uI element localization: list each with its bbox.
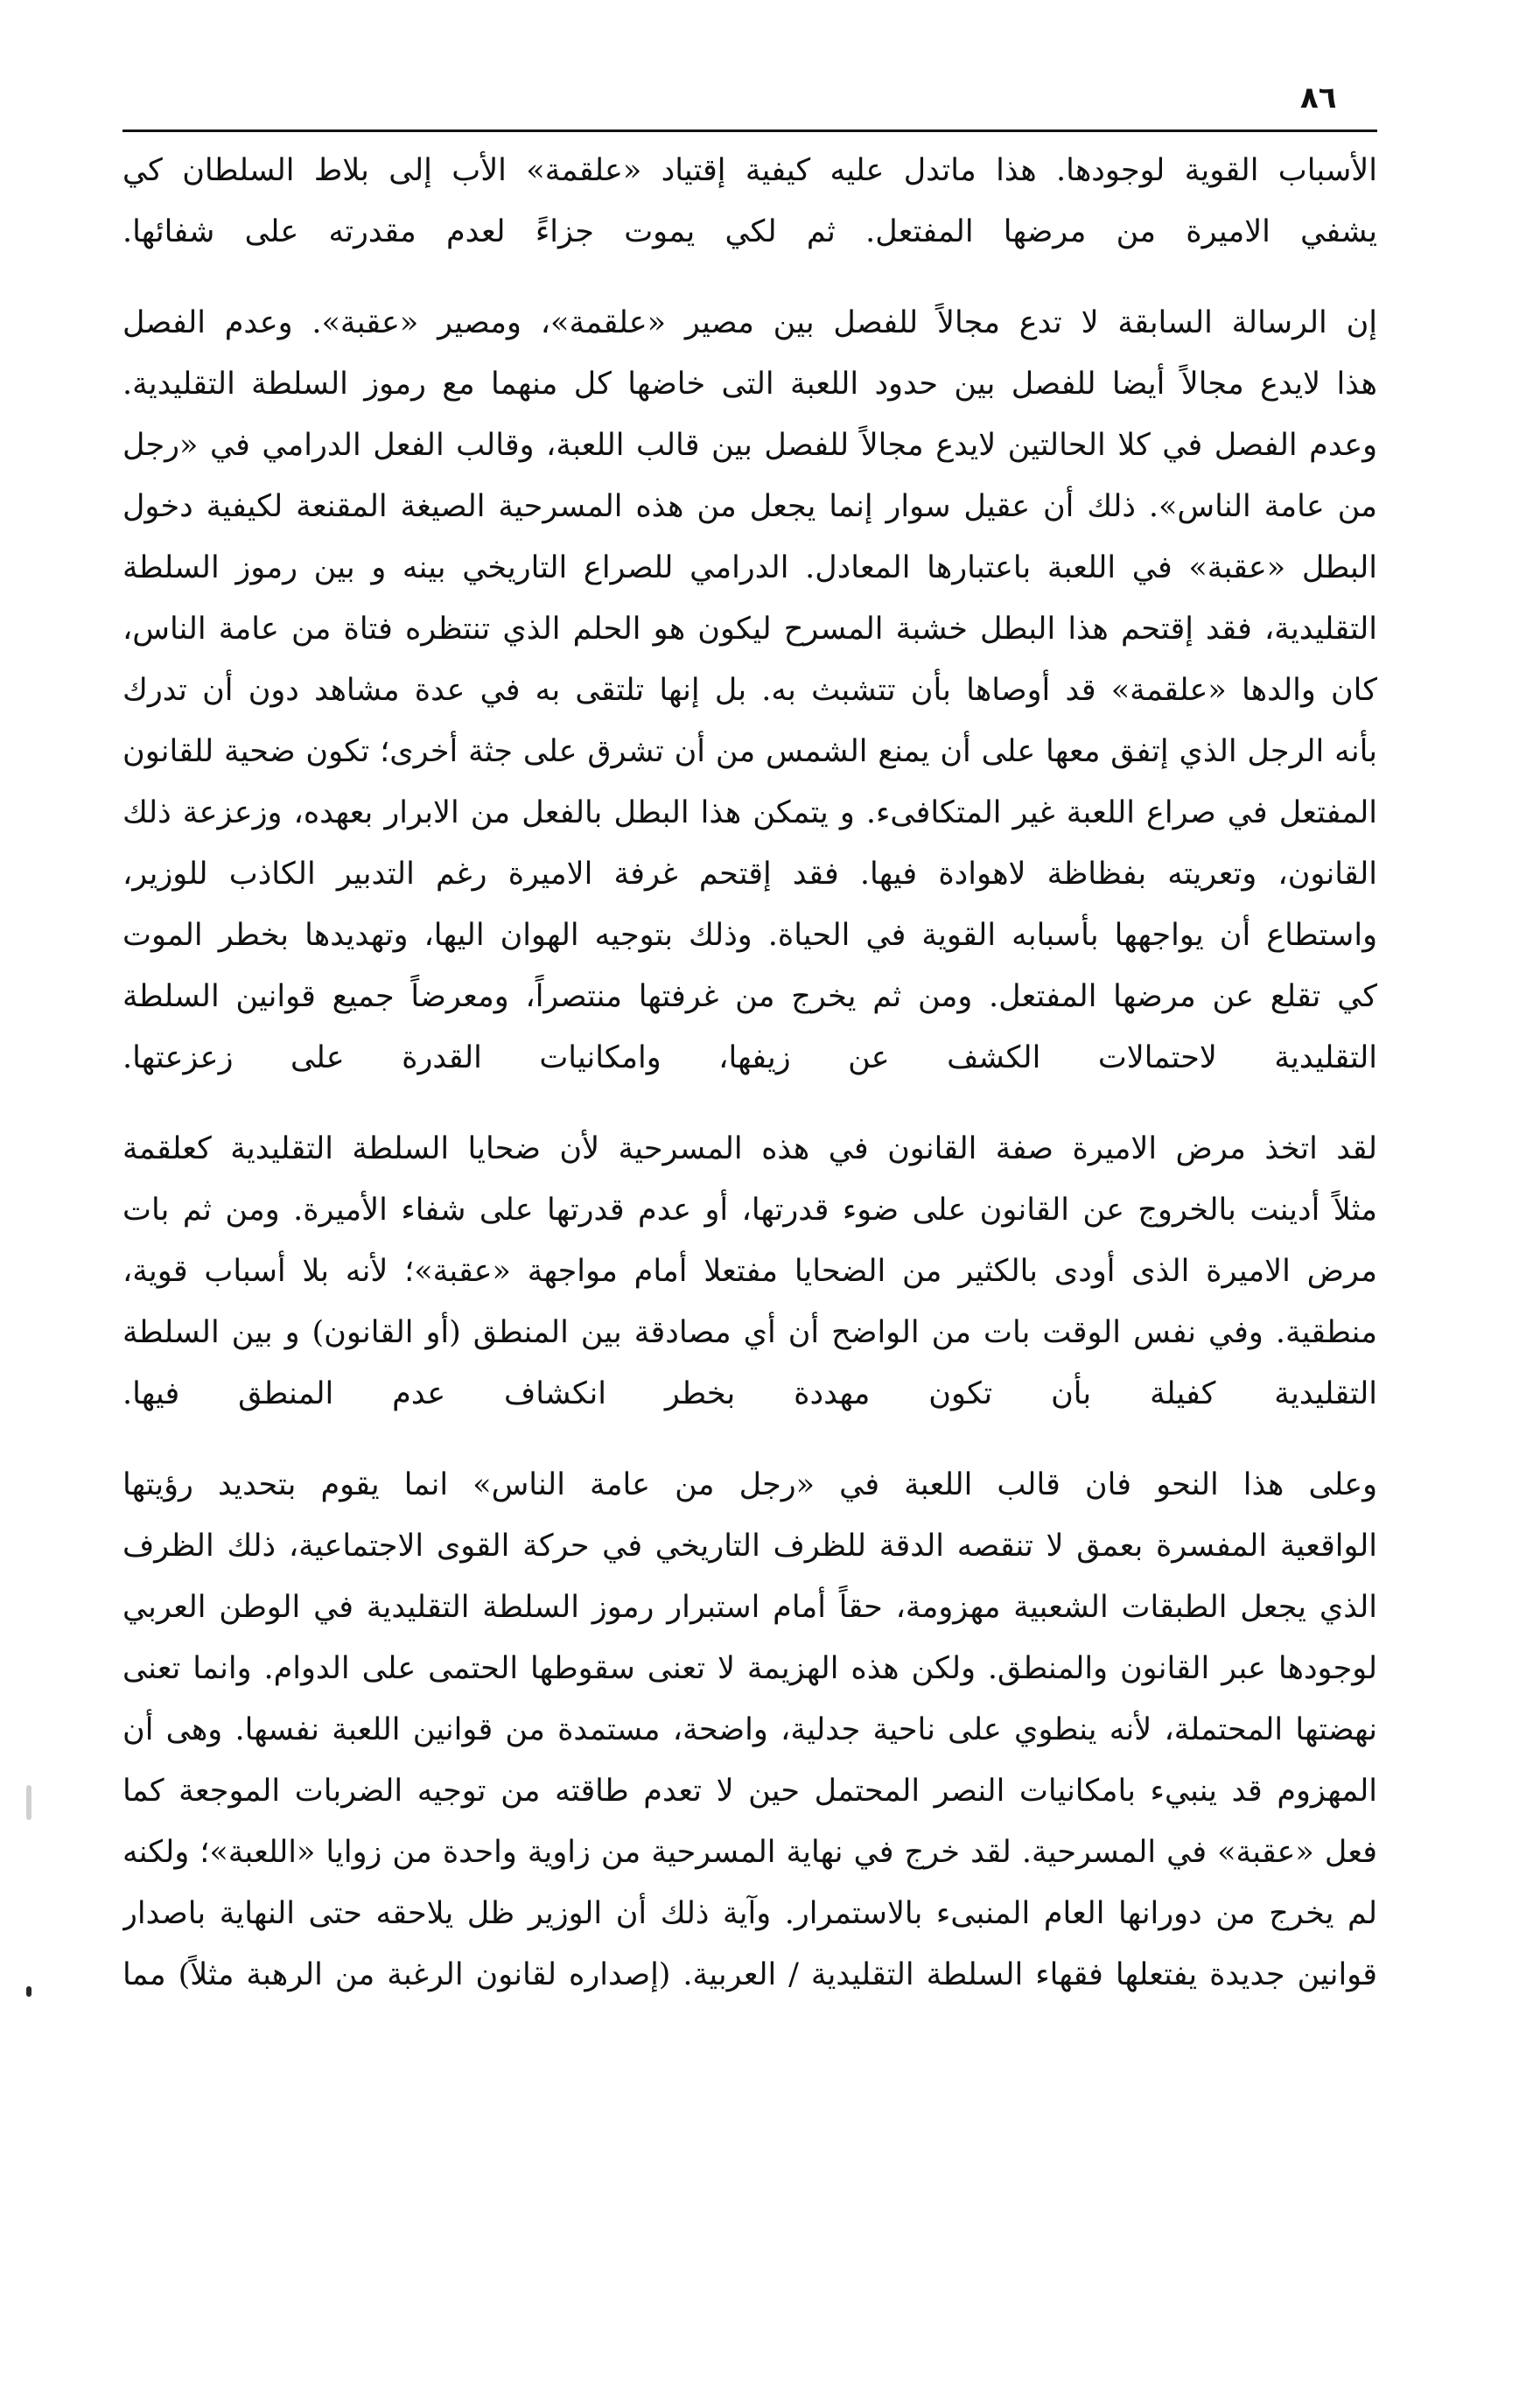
text-line: لوجودها عبر القانون والمنطق. ولكن هذه الهزيمة لا تعنى سقوطها الحتمى على الدوام. وانما تعنى	[122, 1651, 1377, 1686]
text-line: قوانين جديدة يفتعلها فقهاء السلطة التقليدية / العربية. (إصداره لقانون الرغبة من الرهبة مثلاً) مما	[122, 1957, 1377, 1992]
text-line: فعل «عقبة» في المسرحية. لقد خرج في نهاية المسرحية من زاوية واحدة من زوايا «اللعبة»؛ ولكنه	[122, 1835, 1377, 1870]
text-line: لم يخرج من دورانها العام المنبىء بالاستمرار. وآية ذلك أن الوزير ظل يلاحقه حتى النهاية باصدار	[122, 1896, 1377, 1931]
paragraph-gap	[122, 1424, 1377, 1454]
text-line: المهزوم قد ينبيء بامكانيات النصر المحتمل حين لا تعدم طاقته من توجيه الضربات الموجعة كما	[122, 1774, 1377, 1809]
text-line: واستطاع أن يواجهها بأسبابه القوية في الحياة. وذلك بتوجيه الهوان اليها، وتهديدها بخطر الموت	[122, 918, 1377, 953]
text-line: من عامة الناس». ذلك أن عقيل سوار إنما يجعل من هذه المسرحية الصيغة المقنعة لكيفية دخول	[122, 489, 1377, 524]
text-line: وعدم الفصل في كلا الحالتين لايدع مجالاً للفصل بين قالب اللعبة، وقالب الفعل الدرامي في «رجل	[122, 428, 1377, 463]
paragraph-2	[122, 292, 1377, 1088]
text-line: هذا لايدع مجالاً أيضا للفصل بين حدود اللعبة التى خاضها كل منهما مع رموز السلطة التقليدية.	[122, 367, 1377, 402]
text-line: الواقعية المفسرة بعمق لا تنقصه الدقة للظرف التاريخي في حركة القوى الاجتماعية، ذلك الظرف	[122, 1529, 1377, 1564]
text-line: مرض الاميرة الذى أودى بالكثير من الضحايا مفتعلا أمام مواجهة «عقبة»؛ لأنه بلا أسباب قوية،	[122, 1254, 1377, 1289]
text-line: كان والدها «علقمة» قد أوصاها بأن تتشبث به. بل إنها تلتقى به في عدة مشاهد دون أن تدرك	[122, 673, 1377, 708]
text-line: البطل «عقبة» في اللعبة باعتبارها المعادل. الدرامي للصراع التاريخي بينه و بين رموز السلطة	[122, 550, 1377, 585]
text-line: الأسباب القوية لوجودها. هذا ماتدل عليه كيفية إقتياد «علقمة» الأب إلى بلاط السلطان كي	[122, 153, 1377, 188]
header-rule	[122, 130, 1377, 132]
text-line: نهضتها المحتملة، لأنه ينطوي على ناحية جدلية، واضحة، مستمدة من قوانين اللعبة نفسها. وهى أن	[122, 1712, 1377, 1747]
text-line: الذي يجعل الطبقات الشعبية مهزومة، حقاً أمام استبرار رموز السلطة التقليدية في الوطن العربي	[122, 1590, 1377, 1625]
text-line: بأنه الرجل الذي إتفق معها على أن يمنع الشمس من أن تشرق على جثة أخرى؛ تكون ضحية للقانون	[122, 734, 1377, 769]
text-line: يشفي الاميرة من مرضها المفتعل. ثم لكي يموت جزاءً لعدم مقدرته على شفائها.	[122, 214, 1377, 249]
text-line: التقليدية لاحتمالات الكشف عن زيفها، وامكانيات القدرة على زعزعتها.	[122, 1040, 1377, 1075]
margin-mark	[26, 1986, 32, 1997]
margin-smudge	[26, 1785, 32, 1820]
paragraph-gap	[122, 1088, 1377, 1118]
text-line: التقليدية كفيلة بأن تكون مهددة بخطر انكشاف عدم المنطق فيها.	[122, 1376, 1377, 1411]
paragraph-3	[122, 1118, 1377, 1424]
paragraph-4	[122, 1454, 1377, 2006]
text-line: مثلاً أدينت بالخروج عن القانون على ضوء قدرتها، أو عدم قدرتها على شفاء الأميرة. ومن ثم بات	[122, 1193, 1377, 1228]
text-line: المفتعل في صراع اللعبة غير المتكافىء. و يتمكن هذا البطل بالفعل من الابرار بعهده، وزعزعة ذلك	[122, 795, 1377, 830]
text-line: إن الرسالة السابقة لا تدع مجالاً للفصل بين مصير «علقمة»، ومصير «عقبة». وعدم الفصل	[122, 305, 1377, 340]
paragraph-gap	[122, 262, 1377, 292]
text-line: وعلى هذا النحو فان قالب اللعبة في «رجل من عامة الناس» انما يقوم بتحديد رؤيتها	[122, 1467, 1377, 1502]
text-line: كي تقلع عن مرضها المفتعل. ومن ثم يخرج من غرفتها منتصراً، ومعرضاً جميع قوانين السلطة	[122, 979, 1377, 1014]
text-line: التقليدية، فقد إقتحم هذا البطل خشبة المسرح ليكون هو الحلم الذي تنتظره فتاة من عامة الناس،	[122, 612, 1377, 647]
text-line: القانون، وتعريته بفظاظة لاهوادة فيها. فقد إقتحم غرفة الاميرة رغم التدبير الكاذب للوزير،	[122, 857, 1377, 892]
text-line: منطقية. وفي نفس الوقت بات من الواضح أن أي مصادقة بين المنطق (أو القانون) و بين السلطة	[122, 1315, 1377, 1350]
page-number: ٨٦	[1300, 80, 1337, 116]
paragraph-1	[122, 140, 1377, 262]
text-line: لقد اتخذ مرض الاميرة صفة القانون في هذه المسرحية لأن ضحايا السلطة التقليدية كعلقمة	[122, 1131, 1377, 1166]
body-text	[122, 140, 1377, 2006]
